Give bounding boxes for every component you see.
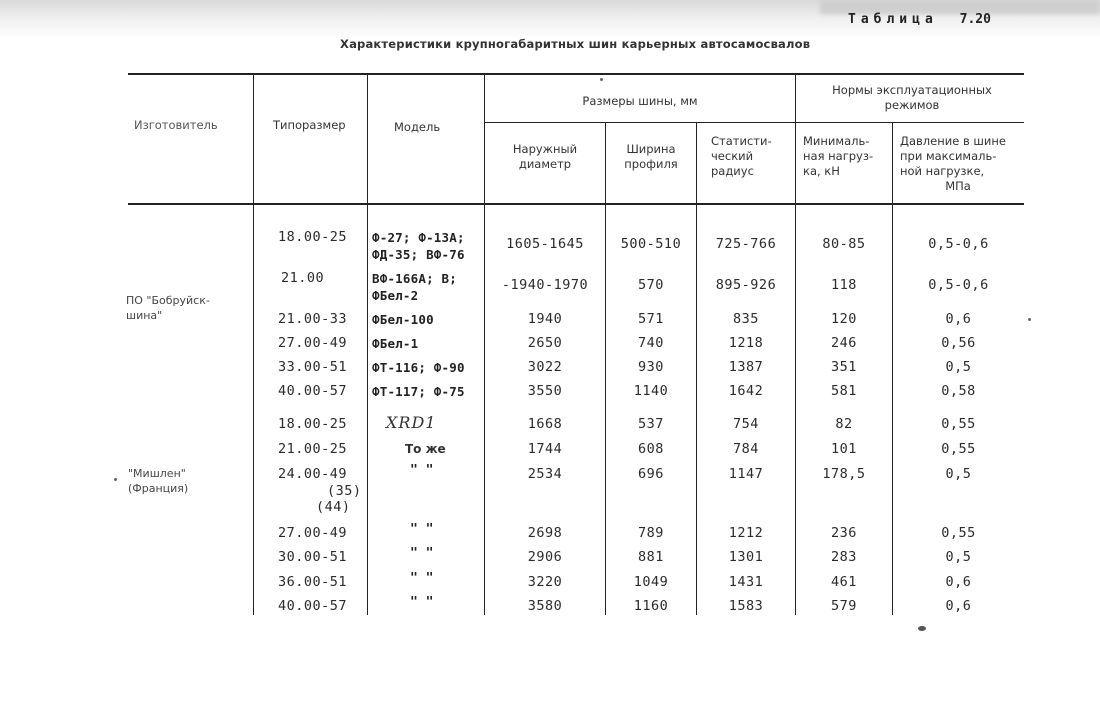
- cell-diameter: 1744: [527, 441, 563, 457]
- cell-width: 537: [638, 416, 664, 432]
- cell-size: 27.00-49: [278, 525, 348, 541]
- cell-width: 500-510: [620, 236, 682, 252]
- cell-pressure: 0,55: [941, 441, 976, 457]
- cell-width: 571: [638, 311, 664, 327]
- manufacturer-line1: ПО "Бобруйск-: [126, 294, 210, 307]
- cell-radius: 835: [733, 311, 759, 327]
- table-number-value: 7.20: [959, 12, 991, 27]
- scan-speck: [1028, 318, 1031, 321]
- cell-radius: 754: [733, 416, 759, 432]
- cell-load: 579: [831, 598, 857, 614]
- cell-model-line1: Ф-27; Ф-13А;: [372, 230, 465, 245]
- header-size: Типоразмер: [273, 118, 346, 132]
- header-load-line3: ка, кН: [803, 164, 840, 178]
- cell-model-ditto: " ": [410, 571, 434, 586]
- rule-header-bottom: [128, 203, 1024, 205]
- cell-model-ditto: " ": [410, 595, 434, 610]
- cell-model-ditto: " ": [410, 463, 434, 478]
- header-width-line1: Ширина: [626, 142, 676, 156]
- cell-width: 696: [638, 466, 664, 482]
- cell-pressure: 0,6: [945, 574, 972, 590]
- cell-load: 351: [831, 359, 857, 375]
- cell-diameter: 3220: [527, 574, 563, 590]
- cell-size: 18.00-25: [278, 229, 348, 245]
- cell-width: 930: [638, 359, 664, 375]
- scan-speck: [918, 626, 926, 631]
- cell-load: 82: [835, 416, 853, 432]
- cell-diameter: 3550: [527, 383, 563, 399]
- cell-diameter: 1940: [527, 311, 563, 327]
- cell-model: XRD1: [386, 413, 437, 432]
- cell-pressure: 0,5: [945, 549, 972, 565]
- cell-radius: 1218: [728, 335, 764, 351]
- table-title: Характеристики крупногабаритных шин карьерных автосамосвалов: [340, 37, 811, 51]
- col-divider-1: [253, 75, 254, 615]
- header-radius: [711, 134, 772, 179]
- header-load-line1: Минималь-: [803, 134, 870, 148]
- cell-size: 36.00-51: [278, 574, 348, 590]
- header-outer-diameter-line2: диаметр: [518, 157, 572, 171]
- cell-diameter: 3580: [527, 598, 563, 614]
- cell-pressure: 0,5-0,6: [928, 236, 989, 252]
- cell-width: 1049: [633, 574, 669, 590]
- cell-pressure: 0,55: [941, 416, 976, 432]
- header-radius-line3: радиус: [711, 164, 754, 178]
- header-width: [606, 142, 696, 172]
- cell-model-line2: ФБел-2: [372, 288, 419, 303]
- cell-model: ФТ-116; Ф-90: [372, 360, 465, 375]
- cell-diameter: 2698: [527, 525, 563, 541]
- header-outer-diameter: [485, 142, 605, 172]
- cell-diameter: 2534: [527, 466, 563, 482]
- cell-size: 40.00-57: [278, 383, 348, 399]
- cell-width: 1160: [633, 598, 669, 614]
- cell-pressure: 0,6: [945, 311, 972, 327]
- cell-model-line1: ВФ-166А; В;: [372, 271, 457, 286]
- cell-load: 246: [831, 335, 857, 351]
- header-norms-line2: режимов: [884, 98, 940, 112]
- header-pressure: [900, 134, 1024, 194]
- manufacturer-michelin: [128, 466, 188, 496]
- cell-load: 101: [831, 441, 857, 457]
- cell-width: 881: [638, 549, 664, 565]
- cell-size: 30.00-51: [278, 549, 348, 565]
- cell-model: ФБел-1: [372, 336, 419, 351]
- cell-model: ФБел-100: [372, 312, 434, 327]
- header-load: [803, 134, 873, 179]
- cell-width: 740: [638, 335, 664, 351]
- header-radius-line1: Статисти-: [711, 134, 772, 148]
- cell-width: 789: [638, 525, 664, 541]
- cell-load: 120: [831, 311, 857, 327]
- cell-load: 118: [831, 277, 857, 293]
- cell-size-extra: (44): [316, 499, 351, 515]
- cell-radius: 1431: [728, 574, 764, 590]
- header-pressure-line3: ной нагрузке,: [900, 164, 985, 178]
- cell-size: 21.00-33: [278, 311, 348, 327]
- cell-radius: 1642: [728, 383, 764, 399]
- header-tire-dims: Размеры шины, мм: [582, 94, 698, 108]
- cell-pressure: 0,5: [945, 359, 972, 375]
- cell-pressure: 0,58: [941, 383, 976, 399]
- cell-size-extra: (35): [327, 483, 362, 499]
- header-load-line2: ная нагруз-: [803, 149, 874, 163]
- cell-pressure: 0,5-0,6: [928, 277, 989, 293]
- cell-load: 581: [831, 383, 857, 399]
- cell-radius: 1212: [728, 525, 764, 541]
- table-label: Таблица: [848, 12, 938, 27]
- cell-radius: 725-766: [715, 236, 777, 252]
- cell-pressure: 0,6: [945, 598, 972, 614]
- cell-load: 461: [831, 574, 857, 590]
- cell-pressure: 0,55: [941, 525, 976, 541]
- cell-radius: 1301: [728, 549, 764, 565]
- cell-pressure: 0,5: [945, 466, 972, 482]
- cell-load: 283: [831, 549, 857, 565]
- cell-radius: 1583: [728, 598, 764, 614]
- header-outer-diameter-line1: Наружный: [512, 142, 578, 156]
- cell-diameter: 3022: [527, 359, 563, 375]
- col-divider-2: [367, 75, 368, 615]
- cell-diameter: 2650: [527, 335, 563, 351]
- cell-size: 21.00: [281, 270, 325, 286]
- cell-width: 570: [638, 277, 664, 293]
- manufacturer-line2: (Франция): [128, 482, 189, 495]
- cell-diameter: -1940-1970: [501, 277, 589, 293]
- header-radius-line2: ческий: [711, 149, 754, 163]
- cell-load: 178,5: [822, 466, 866, 482]
- cell-size: 40.00-57: [278, 598, 348, 614]
- manufacturer-line2: шина": [126, 309, 163, 322]
- cell-load: 236: [831, 525, 857, 541]
- scan-speck: [600, 78, 603, 81]
- header-pressure-line4: МПа: [945, 179, 971, 193]
- cell-radius: 784: [733, 441, 759, 457]
- cell-diameter: 2906: [527, 549, 563, 565]
- cell-size: 27.00-49: [278, 335, 348, 351]
- header-pressure-line2: при максималь-: [900, 149, 997, 163]
- cell-load: 80-85: [822, 236, 866, 252]
- cell-model: [372, 270, 457, 304]
- cell-model: То же: [405, 442, 446, 456]
- cell-radius: 1387: [728, 359, 764, 375]
- cell-pressure: 0,56: [941, 335, 976, 351]
- cell-radius: 1147: [728, 466, 764, 482]
- cell-model-ditto: " ": [410, 522, 434, 537]
- cell-model: ФТ-117; Ф-75: [372, 384, 465, 399]
- cell-size: 18.00-25: [278, 416, 348, 432]
- cell-model: [372, 229, 465, 263]
- cell-diameter: 1668: [527, 416, 563, 432]
- cell-model-ditto: " ": [410, 546, 434, 561]
- scan-speck: [114, 478, 117, 481]
- header-pressure-line1: Давление в шине: [900, 134, 1006, 148]
- rule-top: [128, 73, 1024, 75]
- cell-model-line2: ФД-35; ВФ-76: [372, 247, 465, 262]
- header-manufacturer: Изготовитель: [134, 118, 218, 132]
- table-number: [848, 12, 991, 27]
- header-norms-line1: Нормы эксплуатационных: [832, 83, 992, 97]
- cell-size: 24.00-49: [278, 466, 348, 482]
- header-norms: [800, 83, 1024, 113]
- header-width-line2: профиля: [624, 157, 678, 171]
- cell-diameter: 1605-1645: [506, 236, 584, 252]
- cell-radius: 895-926: [715, 277, 777, 293]
- cell-size: 21.00-25: [278, 441, 348, 457]
- rule-subheader: [484, 122, 1024, 123]
- manufacturer-bobruysk: [126, 293, 210, 323]
- header-model: Модель: [394, 120, 441, 134]
- manufacturer-line1: "Мишлен": [128, 467, 186, 480]
- cell-size: 33.00-51: [278, 359, 348, 375]
- cell-width: 608: [638, 441, 664, 457]
- cell-width: 1140: [633, 383, 669, 399]
